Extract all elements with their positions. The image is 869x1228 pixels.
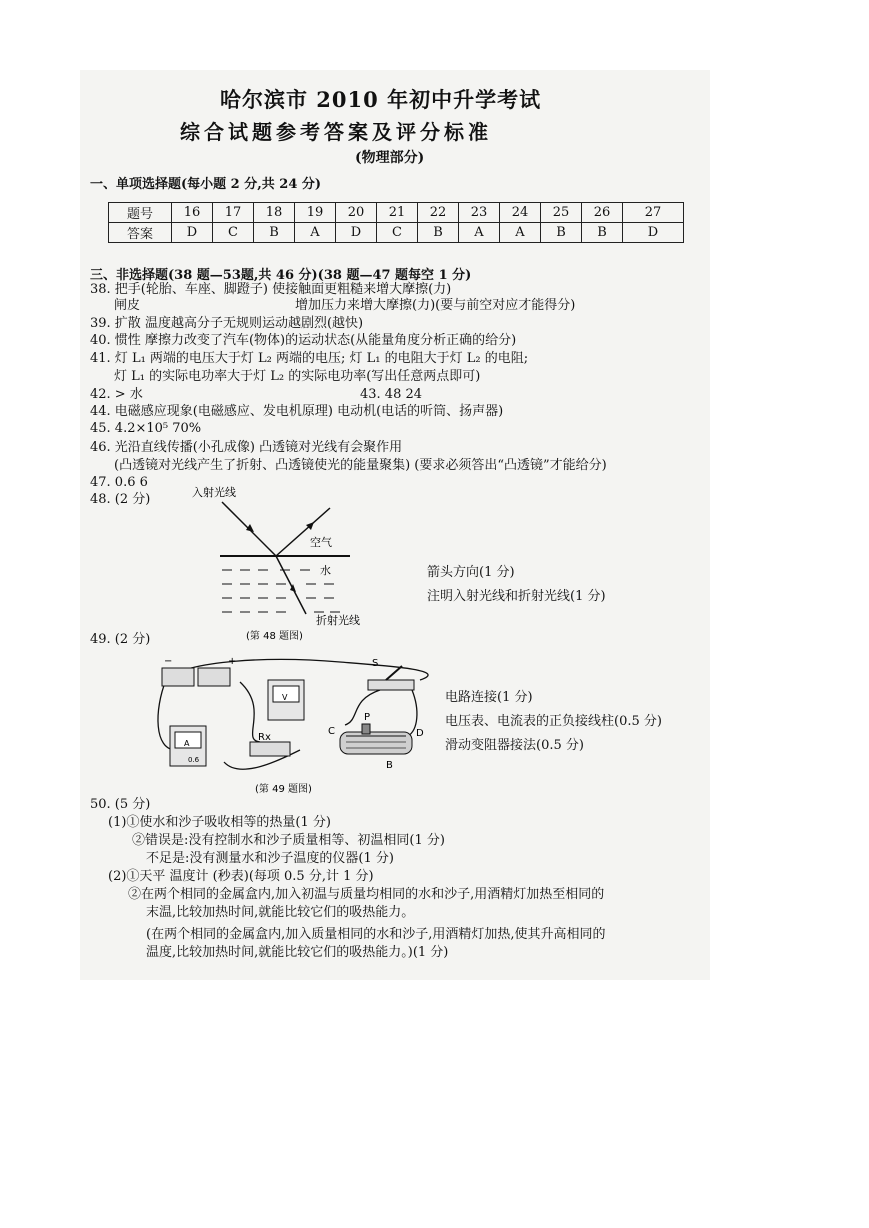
answer-line: 38. 把手(轮胎、车座、脚蹬子) 使接触面更粗糙来增大摩擦(力) — [90, 282, 452, 297]
answer-line: (凸透镜对光线产生了折射、凸透镜使光的能量聚集) (要求必须答出“凸透镜”才能给分) — [114, 458, 607, 473]
q49-note-connection: 电路连接(1 分) — [445, 690, 533, 705]
table-cell: 27 — [623, 203, 684, 223]
ammeter — [170, 726, 206, 766]
q49-note-terminals: 电压表、电流表的正负接线柱(0.5 分) — [445, 714, 662, 729]
circuit-diagram — [150, 650, 440, 800]
section1-heading: 一、单项选择题(每小题 2 分,共 24 分) — [90, 177, 322, 192]
refracted-ray — [276, 556, 306, 614]
q49-heading: 49. (2 分) — [90, 632, 151, 647]
table-cell: A — [295, 223, 336, 243]
answer-line: 末温,比较加热时间,就能比较它们的吸热能力。 — [146, 905, 415, 920]
answer-line: 增加压力来增大摩擦(力)(要与前空对应才能得分) — [295, 298, 576, 313]
rheostat-d-label: D — [416, 728, 424, 739]
table-cell: C — [213, 223, 254, 243]
sliding-rheostat — [328, 712, 424, 771]
table-cell: B — [541, 223, 582, 243]
table-cell: B — [254, 223, 295, 243]
answer-line: ②错误是:没有控制水和沙子质量相等、初温相同(1 分) — [132, 833, 445, 848]
water-label: 水 — [320, 564, 331, 577]
answer-line: 44. 电磁感应现象(电磁感应、发电机原理) 电动机(电话的听筒、扬声器) — [90, 404, 504, 419]
table-row-answers — [109, 223, 684, 243]
answer-line: 41. 灯 L₁ 两端的电压大于灯 L₂ 两端的电压; 灯 L₁ 的电阻大于灯 L₂ 的电阻; — [90, 351, 529, 366]
table-cell: B — [582, 223, 623, 243]
answer-line: ②在两个相同的金属盒内,加入初温与质量均相同的水和沙子,用酒精灯加热至相同的 — [128, 887, 605, 902]
answer-line: 闸皮 — [114, 298, 141, 313]
ammeter-range-label: 0.6 — [188, 756, 200, 764]
battery-plus-label: + — [228, 656, 237, 667]
answer-table — [108, 202, 684, 243]
table-row-label: 答案 — [109, 223, 172, 243]
table-cell: D — [172, 223, 213, 243]
wire — [240, 682, 260, 742]
voltmeter-label: V — [282, 693, 288, 702]
answer-line: (2)①天平 温度计 (秒表)(每项 0.5 分,计 1 分) — [108, 869, 374, 884]
battery-pack — [162, 656, 236, 686]
answer-line: 温度,比较加热时间,就能比较它们的吸热能力。)(1 分) — [146, 945, 449, 960]
table-cell: 23 — [459, 203, 500, 223]
wire — [345, 690, 380, 725]
table-cell: 21 — [377, 203, 418, 223]
resistor-rx — [250, 732, 290, 756]
rheostat-p-label: P — [364, 712, 371, 723]
incident-ray-label: 入射光线 — [192, 486, 236, 499]
page-subtitle: 综合试题参考答案及评分标准 — [180, 120, 492, 144]
answer-line: 50. (5 分) — [90, 797, 151, 812]
answer-line: 不足是:没有测量水和沙子温度的仪器(1 分) — [146, 851, 394, 866]
answer-line: 灯 L₁ 的实际电功率大于灯 L₂ 的实际电功率(写出任意两点即可) — [114, 369, 481, 384]
q48-note-arrow: 箭头方向(1 分) — [427, 565, 515, 580]
answer-line: 48. (2 分) — [90, 492, 151, 507]
section3-heading: 三、非选择题(38 题—53题,共 46 分)(38 题—47 题每空 1 分) — [90, 268, 472, 283]
refraction-diagram — [180, 484, 400, 644]
table-cell: 18 — [254, 203, 295, 223]
switch-s — [368, 658, 414, 690]
table-cell: 17 — [213, 203, 254, 223]
battery-minus-label: − — [164, 656, 173, 667]
table-cell: D — [623, 223, 684, 243]
table-cell: 22 — [418, 203, 459, 223]
table-cell: 16 — [172, 203, 213, 223]
table-cell: A — [500, 223, 541, 243]
rheostat-c-label: C — [328, 726, 335, 737]
table-cell: 26 — [582, 203, 623, 223]
q48-note-labels: 注明入射光线和折射光线(1 分) — [427, 589, 606, 604]
refracted-ray-label: 折射光线 — [316, 614, 360, 627]
answer-line: (1)①使水和沙子吸收相等的热量(1 分) — [108, 815, 331, 830]
figure-caption: (第 48 题图) — [246, 631, 303, 642]
table-row-numbers — [109, 203, 684, 223]
table-cell: 25 — [541, 203, 582, 223]
switch-label: S — [372, 658, 379, 669]
answer-line: 39. 扩散 温度越高分子无规则运动越剧烈(越快) — [90, 316, 364, 331]
ammeter-label: A — [184, 739, 190, 748]
voltmeter — [268, 680, 304, 720]
part-label: (物理部分) — [355, 150, 425, 166]
rheostat-b-label: B — [386, 760, 393, 771]
table-cell: 19 — [295, 203, 336, 223]
table-row-label: 题号 — [109, 203, 172, 223]
answer-line: 43. 48 24 — [360, 387, 423, 402]
q49-note-rheostat: 滑动变阻器接法(0.5 分) — [445, 738, 584, 753]
answer-line: 45. 4.2×10⁵ 70% — [90, 421, 202, 436]
air-label: 空气 — [310, 536, 332, 549]
answer-line: 42. > 水 — [90, 387, 143, 402]
table-cell: D — [336, 223, 377, 243]
table-cell: 24 — [500, 203, 541, 223]
rx-label: Rx — [258, 732, 271, 743]
table-cell: C — [377, 223, 418, 243]
page-title: 哈尔滨市 2010 年初中升学考试 — [220, 87, 542, 112]
answer-line: 46. 光沿直线传播(小孔成像) 凸透镜对光线有会聚作用 — [90, 440, 403, 455]
answer-line: (在两个相同的金属盒内,加入质量相同的水和沙子,用酒精灯加热,使其升高相同的 — [146, 927, 606, 942]
answer-line: 40. 惯性 摩擦力改变了汽车(物体)的运动状态(从能量角度分析正确的给分) — [90, 333, 517, 348]
table-cell: 20 — [336, 203, 377, 223]
table-cell: B — [418, 223, 459, 243]
table-cell: A — [459, 223, 500, 243]
figure-caption: (第 49 题图) — [255, 784, 312, 795]
answer-line: 47. 0.6 6 — [90, 475, 148, 490]
